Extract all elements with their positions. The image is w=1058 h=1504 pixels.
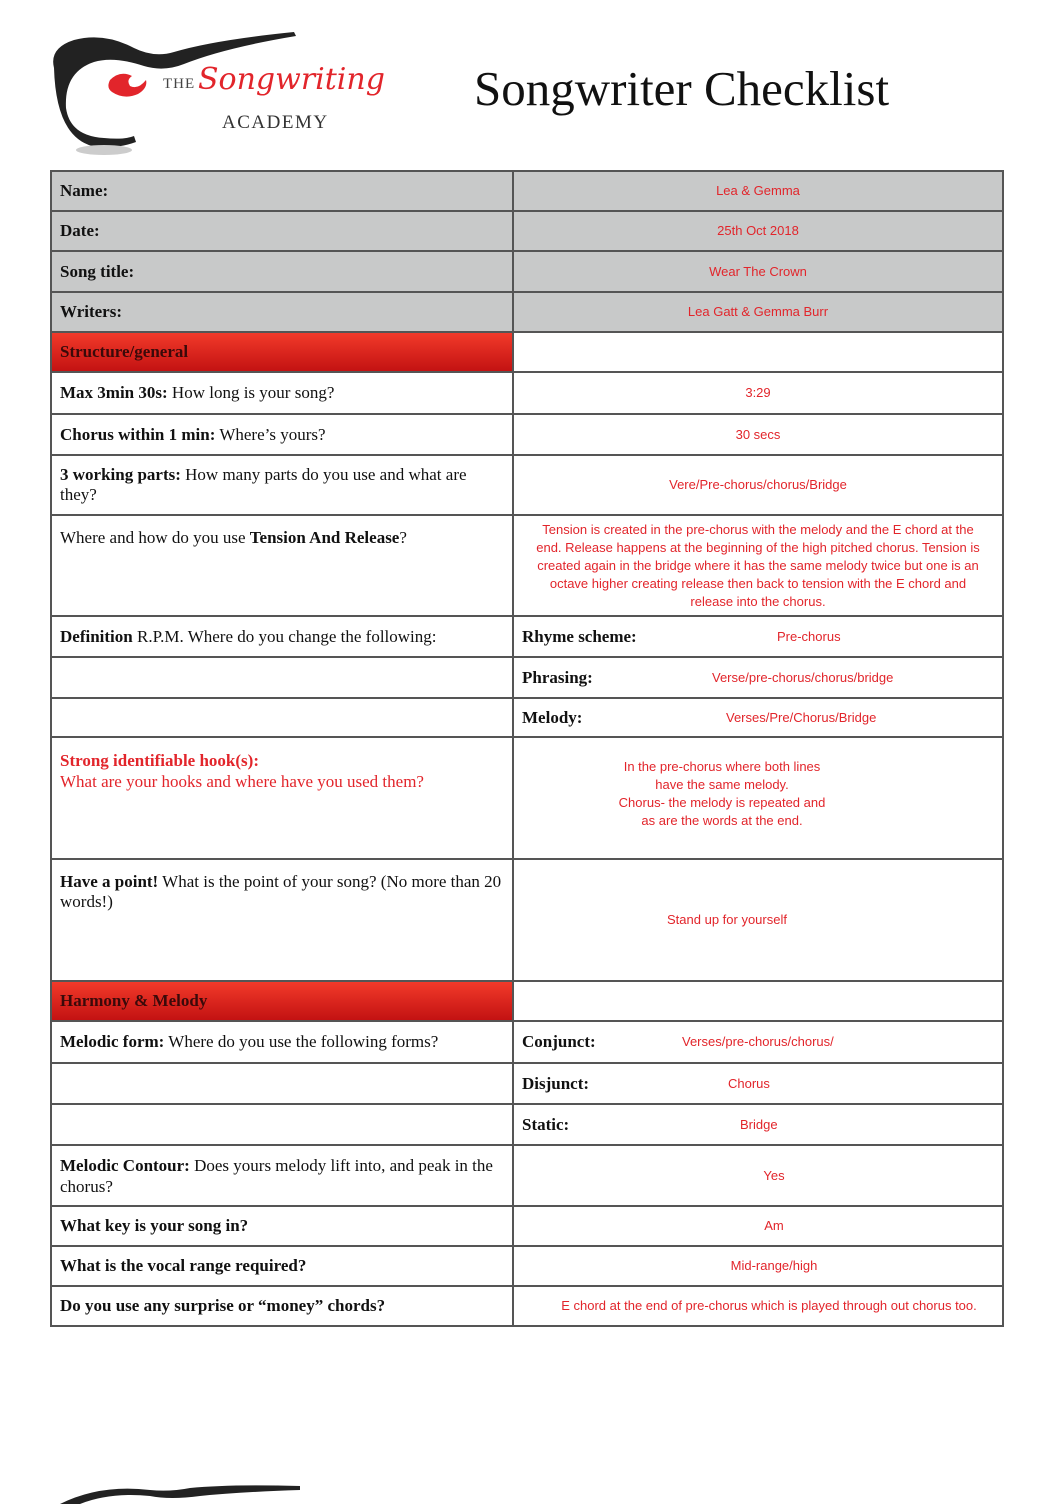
- question-bold: Definition: [60, 626, 133, 646]
- range-answer: Mid-range/high: [513, 1246, 1003, 1286]
- table-row: [51, 657, 1003, 698]
- question-bold: Strong identifiable hook(s):: [60, 751, 259, 770]
- table-row: [51, 515, 1003, 616]
- hook-answer-line: as are the words at the end.: [641, 813, 803, 828]
- table-row: [51, 171, 1003, 211]
- table-row: [51, 1145, 1003, 1206]
- question-bold: Melodic form:: [60, 1032, 165, 1051]
- hook-question: [51, 737, 513, 859]
- table-row: [51, 616, 1003, 657]
- name-label: Name:: [51, 171, 513, 211]
- point-answer: Stand up for yourself: [513, 859, 1003, 981]
- logo-the: THE: [163, 76, 196, 92]
- conjunct-answer: Verses/pre-chorus/chorus/: [682, 1034, 834, 1049]
- question-bold: Tension And Release: [249, 528, 400, 547]
- melodic-form-question: [51, 1021, 513, 1063]
- date-label: Date:: [51, 211, 513, 251]
- key-question: [51, 1206, 513, 1246]
- empty-cell: [513, 981, 1003, 1021]
- working-parts-question: [51, 455, 513, 515]
- surprise-answer: E chord at the end of pre-chorus which is played through out chorus too.: [513, 1286, 1003, 1326]
- static-answer: Bridge: [740, 1116, 778, 1132]
- question-text: What are your hooks and where have you used them?: [60, 772, 424, 791]
- contour-question: [51, 1145, 513, 1206]
- hook-answer-line: Chorus- the melody is repeated and: [618, 795, 826, 810]
- chorus-within-answer: 30 secs: [513, 414, 1003, 455]
- rhyme-scheme-cell: [513, 616, 1003, 657]
- song-title-value: Wear The Crown: [513, 251, 1003, 292]
- table-row: [51, 372, 1003, 414]
- conjunct-label: Conjunct:: [522, 1032, 596, 1051]
- chorus-within-question: [51, 414, 513, 455]
- song-title-label: Song title:: [51, 251, 513, 292]
- table-row: [51, 1063, 1003, 1104]
- melody-cell: [513, 698, 1003, 737]
- empty-cell: [51, 657, 513, 698]
- question-text: Where and how do you use: [60, 528, 250, 547]
- logo-songwriting: Songwriting: [198, 62, 385, 97]
- question-text: How long is your song?: [167, 383, 335, 402]
- empty-cell: [513, 332, 1003, 372]
- question-bold: Have a point!: [60, 872, 159, 891]
- guitar-logo-icon: [60, 1484, 320, 1504]
- contour-answer: Yes: [513, 1145, 1003, 1206]
- table-row: [51, 211, 1003, 251]
- point-question: [51, 859, 513, 981]
- table-row: [51, 292, 1003, 332]
- static-label: Static:: [522, 1114, 570, 1134]
- writers-value: Lea Gatt & Gemma Burr: [513, 292, 1003, 332]
- question-bold: What key is your song in?: [60, 1216, 249, 1235]
- max-length-question: [51, 372, 513, 414]
- table-row: [51, 737, 1003, 859]
- table-row: [51, 1246, 1003, 1286]
- disjunct-answer: Chorus: [728, 1075, 770, 1091]
- phrasing-label: Phrasing:: [522, 667, 593, 687]
- empty-cell: [51, 698, 513, 737]
- table-row: [51, 1206, 1003, 1246]
- question-text: ?: [399, 528, 407, 547]
- rhyme-scheme-label: Rhyme scheme:: [522, 626, 637, 646]
- section-structure: Structure/general: [51, 332, 513, 372]
- melody-label: Melody:: [522, 707, 583, 727]
- question-bold: Chorus within 1 min:: [60, 424, 216, 444]
- table-row: [51, 455, 1003, 515]
- tension-question: [51, 515, 513, 616]
- date-value: 25th Oct 2018: [513, 211, 1003, 251]
- working-parts-answer: Vere/Pre-chorus/chorus/Bridge: [513, 455, 1003, 515]
- question-text: Where’s yours?: [215, 424, 326, 444]
- disjunct-label: Disjunct:: [522, 1073, 590, 1093]
- surprise-question: [51, 1286, 513, 1326]
- table-row: [51, 251, 1003, 292]
- question-bold: Max 3min 30s:: [60, 383, 168, 402]
- question-text: Where do you use the following forms?: [164, 1032, 439, 1051]
- table-row: [51, 981, 1003, 1021]
- question-text: R.P.M. Where do you change the following:: [132, 626, 437, 646]
- name-value: Lea & Gemma: [513, 171, 1003, 211]
- table-row: [51, 1021, 1003, 1063]
- range-question: [51, 1246, 513, 1286]
- definition-question: [51, 616, 513, 657]
- table-row: [51, 1286, 1003, 1326]
- table-row: [51, 332, 1003, 372]
- empty-cell: [51, 1104, 513, 1145]
- question-bold: What is the vocal range required?: [60, 1256, 307, 1275]
- phrasing-cell: [513, 657, 1003, 698]
- table-row: [51, 859, 1003, 981]
- hook-answer: [513, 737, 1003, 859]
- question-bold: 3 working parts:: [60, 465, 181, 484]
- disjunct-cell: [513, 1063, 1003, 1104]
- table-row: [51, 1104, 1003, 1145]
- section-harmony: Harmony & Melody: [51, 981, 513, 1021]
- question-bold: Melodic Contour:: [60, 1155, 190, 1175]
- key-answer: Am: [513, 1206, 1003, 1246]
- hook-answer-line: In the pre-chorus where both lines: [623, 759, 821, 774]
- melody-answer: Verses/Pre/Chorus/Bridge: [726, 709, 877, 725]
- page-title: Songwriter Checklist: [474, 61, 890, 116]
- rhyme-scheme-answer: Pre-chorus: [777, 628, 841, 644]
- writers-label: Writers:: [51, 292, 513, 332]
- tension-answer: Tension is created in the pre-chorus with the melody and the E chord at the end. Release happens at the beginning of the high pitched chorus. Tension is created again in the bridge where it has the same melody twice but one is an octave higher creating release then back to tension with the E chord and release into the chorus.: [513, 515, 1003, 616]
- table-row: [51, 698, 1003, 737]
- question-text: How many parts do you use and what are they?: [60, 465, 467, 504]
- table-row: [51, 414, 1003, 455]
- question-bold: Do you use any surprise or “money” chords?: [60, 1296, 386, 1315]
- conjunct-cell: [513, 1021, 1003, 1063]
- checklist-table: [50, 170, 1004, 1327]
- question-text: Does yours melody lift into, and peak in the chorus?: [60, 1155, 493, 1196]
- max-length-answer: 3:29: [513, 372, 1003, 414]
- phrasing-answer: Verse/pre-chorus/chorus/bridge: [712, 669, 894, 685]
- question-text: What is the point of your song? (No more than 20 words!): [60, 872, 502, 911]
- empty-cell: [51, 1063, 513, 1104]
- hook-answer-line: have the same melody.: [655, 777, 789, 792]
- logo-academy: ACADEMY: [222, 112, 329, 133]
- static-cell: [513, 1104, 1003, 1145]
